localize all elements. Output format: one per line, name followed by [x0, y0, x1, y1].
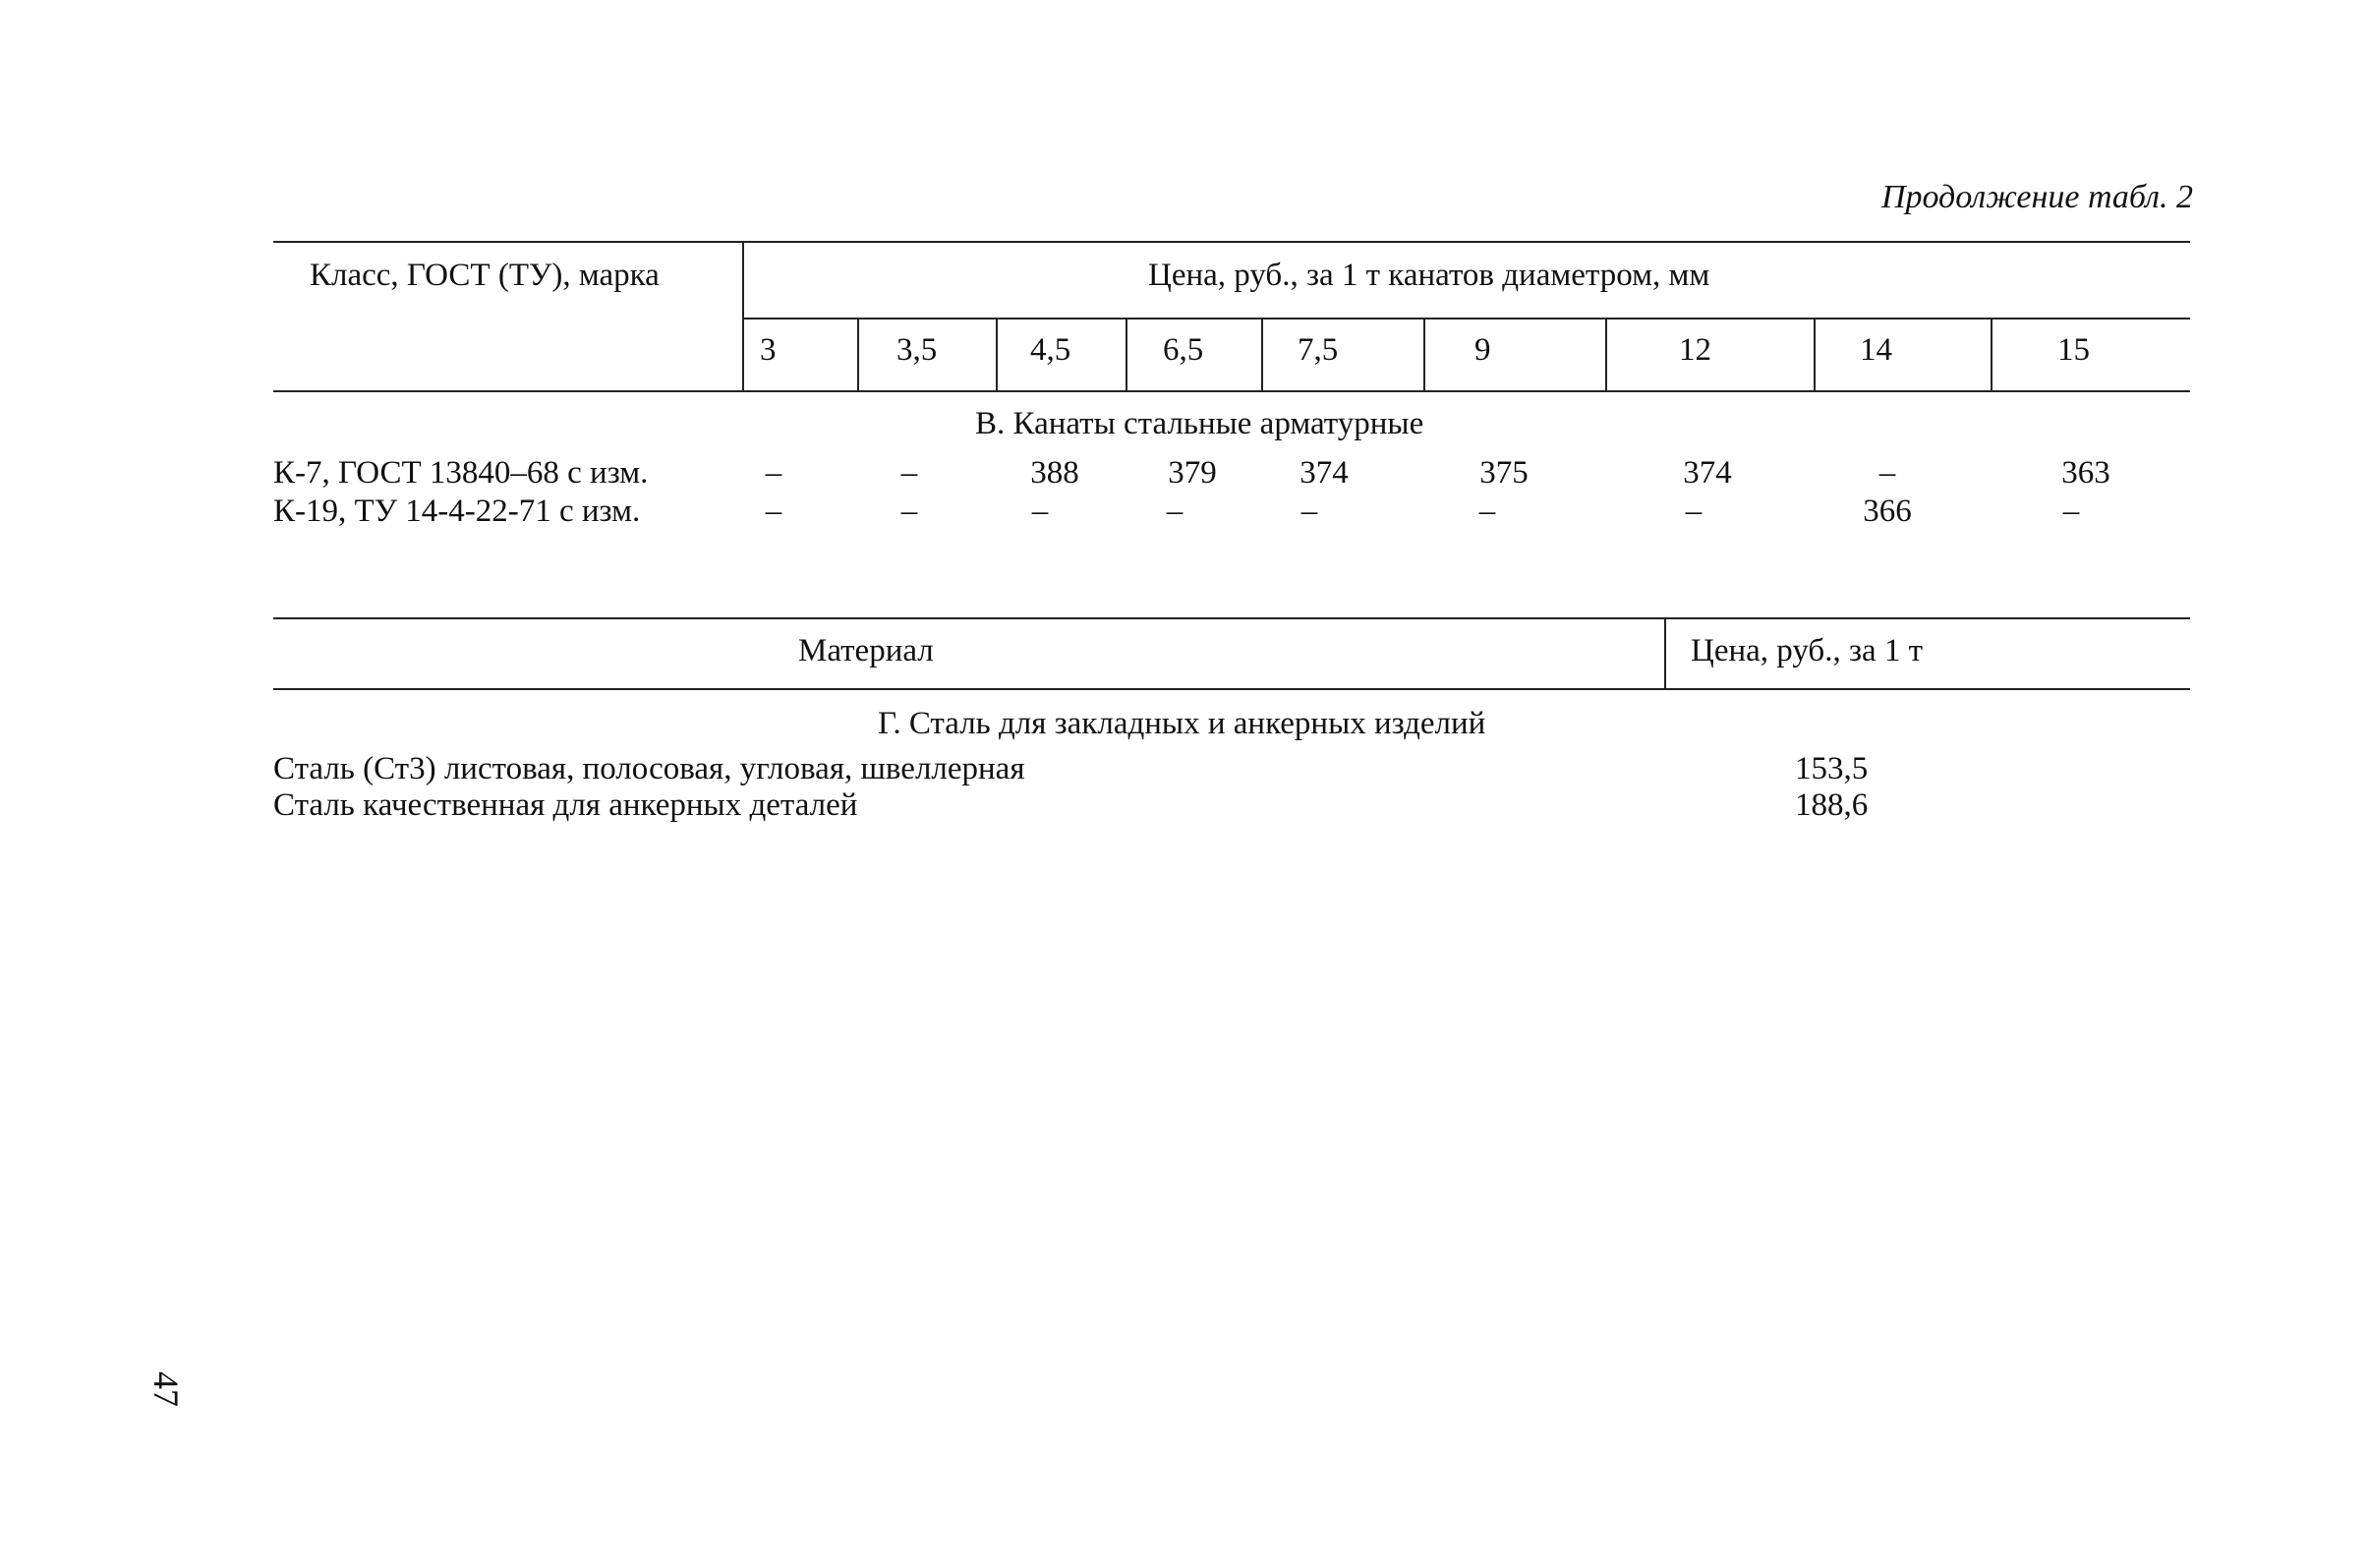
diameter-header: 7,5	[1298, 332, 1339, 368]
col-divider	[857, 318, 859, 390]
table-cell: 379	[1168, 455, 1217, 491]
col-divider	[1814, 318, 1816, 390]
page-number: 47	[146, 1371, 186, 1407]
diameter-header: 12	[1679, 332, 1711, 368]
table-cell: 374	[1683, 455, 1732, 491]
table-cell: –	[2062, 494, 2080, 529]
table2-top-rule	[273, 617, 2190, 619]
table-cell: 363	[2061, 455, 2110, 491]
table-cell: –	[1031, 494, 1049, 529]
col-divider	[1991, 318, 1993, 390]
diameter-header: 3,5	[896, 332, 938, 368]
class-gost-header: Класс, ГОСТ (ТУ), марка	[310, 258, 660, 293]
material-header: Материал	[798, 633, 934, 668]
col-divider	[1423, 318, 1425, 390]
diameter-header: 3	[760, 332, 777, 368]
table1-label-divider	[742, 241, 744, 390]
row-label: К-7, ГОСТ 13840–68 с изм.	[273, 455, 649, 491]
table-cell: 374	[1300, 455, 1349, 491]
price-header: Цена, руб., за 1 т	[1691, 633, 1924, 668]
diameter-header: 14	[1860, 332, 1892, 368]
row-label: Сталь качественная для анкерных деталей	[273, 787, 858, 823]
row-label: Сталь (Ст3) листовая, полосовая, угловая, швеллерная	[273, 751, 1025, 786]
table-cell: –	[1878, 455, 1896, 491]
table-cell: –	[900, 494, 918, 529]
table-cell: –	[1300, 494, 1318, 529]
table-cell: –	[1478, 494, 1496, 529]
table-cell: –	[900, 455, 918, 491]
col-divider	[1126, 318, 1127, 390]
table-cell: 375	[1479, 455, 1529, 491]
col-divider	[996, 318, 998, 390]
diameter-header: 9	[1474, 332, 1491, 368]
diameter-header: 15	[2057, 332, 2090, 368]
table-cell: 366	[1863, 494, 1912, 529]
col-divider	[1605, 318, 1607, 390]
section-title-g: Г. Сталь для закладных и анкерных изделий	[878, 706, 1486, 741]
table2-header-bottom-rule	[273, 688, 2190, 690]
diameter-header: 4,5	[1030, 332, 1071, 368]
table-continuation-note: Продолжение табл. 2	[1880, 179, 2193, 215]
table-cell: –	[1166, 494, 1184, 529]
price-value: 188,6	[1795, 787, 1869, 823]
table-cell: 388	[1030, 455, 1079, 491]
table-cell: –	[765, 494, 782, 529]
section-title-v: В. Канаты стальные арматурные	[975, 406, 1424, 441]
table-cell: –	[765, 455, 782, 491]
table-cell: –	[1685, 494, 1703, 529]
row-label: К-19, ТУ 14-4-22-71 с изм.	[273, 494, 641, 529]
table2-col-divider	[1664, 617, 1666, 688]
table1-top-rule	[273, 241, 2190, 243]
diameter-header: 6,5	[1163, 332, 1204, 368]
col-divider	[1261, 318, 1263, 390]
price-value: 153,5	[1795, 751, 1869, 786]
table1-sub-rule	[742, 318, 2190, 319]
table1-header-bottom-rule	[273, 390, 2190, 392]
price-diameter-header: Цена, руб., за 1 т канатов диаметром, мм	[1148, 258, 1710, 293]
